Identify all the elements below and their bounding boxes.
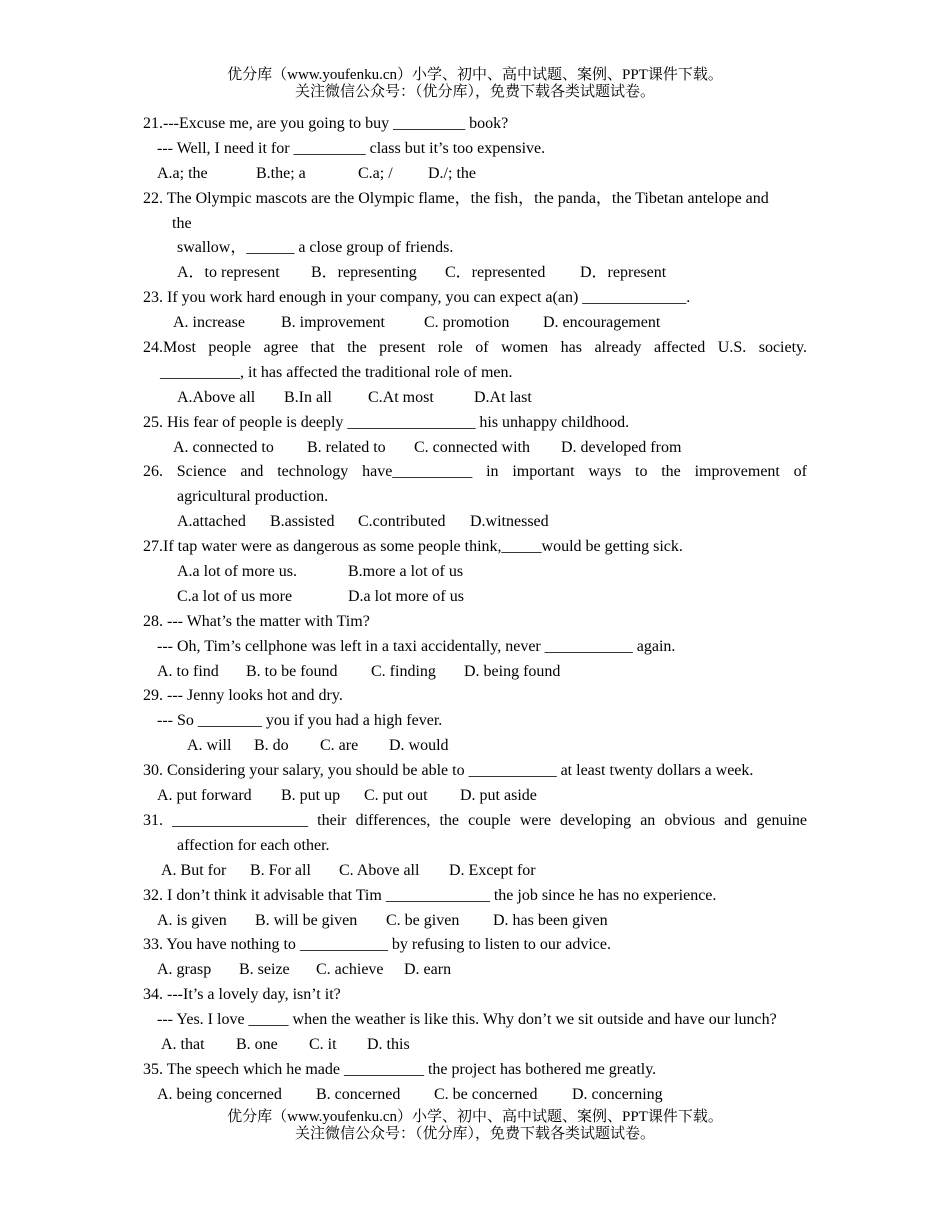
option-a[interactable]: A. increase (173, 314, 245, 332)
option-c[interactable]: C.a lot of us more (177, 587, 293, 605)
option-a[interactable]: A. that (161, 1035, 205, 1053)
option-a[interactable]: A. grasp (157, 961, 212, 979)
option-d[interactable]: D. would (389, 737, 449, 755)
option-c[interactable]: C. be concerned (434, 1085, 538, 1103)
question-35-options (143, 1083, 807, 1108)
option-b[interactable]: B. to be found (246, 662, 338, 680)
question-28-stem-2: --- Oh, Tim’s cellphone was left in a taxi accidentally, never ___________ again. (157, 637, 676, 655)
option-d[interactable]: D. being found (464, 662, 561, 680)
option-c[interactable]: C. be given (386, 911, 460, 929)
question-27-options-row-2 (143, 585, 807, 610)
question-22-stem-2: the (172, 214, 192, 232)
option-c[interactable]: C.a; / (358, 164, 393, 182)
option-d[interactable]: D.witnessed (470, 513, 549, 531)
option-c[interactable]: C．represented (445, 264, 546, 282)
option-b[interactable]: B. related to (307, 438, 386, 456)
option-a[interactable]: A.a; the (157, 164, 208, 182)
option-b[interactable]: B. will be given (255, 911, 358, 929)
question-28-stem: 28. --- What’s the matter with Tim? (143, 612, 370, 630)
question-34-options (143, 1033, 807, 1058)
option-a[interactable]: A. connected to (173, 438, 274, 456)
option-d[interactable]: D. put aside (460, 787, 537, 805)
option-b[interactable]: B．representing (311, 264, 417, 282)
option-d[interactable]: D. Except for (449, 861, 536, 879)
option-c[interactable]: C. Above all (339, 861, 420, 879)
question-26-options (143, 510, 807, 535)
option-b[interactable]: B. improvement (281, 314, 385, 332)
option-b[interactable]: B.more a lot of us (348, 563, 464, 581)
question-25-stem: 25. His fear of people is deeply ________________ his unhappy childhood. (143, 413, 630, 431)
option-c[interactable]: C. are (320, 737, 359, 755)
question-29-stem: 29. --- Jenny looks hot and dry. (143, 687, 343, 705)
question-34-stem: 34. ---It’s a lovely day, isn’t it? (143, 986, 341, 1004)
footer-line-2: 关注微信公众号：（优分库），免费下载各类试题试卷。 (294, 1126, 655, 1142)
option-c[interactable]: C. finding (371, 662, 436, 680)
option-a[interactable]: A. will (187, 737, 232, 755)
question-28-options (143, 660, 807, 685)
question-32-options (143, 909, 807, 934)
question-32-stem: 32. I don’t think it advisable that Tim _____________ the job since he has no experience. (143, 886, 717, 904)
option-b[interactable]: B. do (254, 737, 289, 755)
footer-line-1: 优分库（www.youfenku.cn）小学、初中、高中试题、案例、PPT课件下载。 (227, 1109, 723, 1125)
question-29-options (143, 734, 807, 759)
option-d[interactable]: D.At last (474, 388, 532, 406)
option-c[interactable]: C. promotion (424, 314, 510, 332)
question-22-stem-3: swallow，______ a close group of friends. (177, 239, 454, 257)
question-list (143, 112, 807, 1108)
option-d[interactable]: D. concerning (572, 1085, 663, 1103)
option-d[interactable]: D. earn (404, 961, 452, 979)
option-b[interactable]: B.the; a (256, 164, 306, 182)
question-33-options (143, 958, 807, 983)
question-23-stem: 23. If you work hard enough in your company, you can expect a(an) _____________. (143, 289, 691, 307)
header-line-1: 优分库（www.youfenku.cn）小学、初中、高中试题、案例、PPT课件下载。 (227, 67, 723, 83)
question-27-stem: 27.If tap water were as dangerous as some people think,_____would be getting sick. (143, 538, 683, 556)
option-b[interactable]: B. For all (250, 861, 311, 879)
option-d[interactable]: D. this (367, 1035, 410, 1053)
option-c[interactable]: C. connected with (414, 438, 530, 456)
option-d[interactable]: D./; the (428, 164, 476, 182)
question-23-options (143, 311, 807, 336)
option-a[interactable]: A. put forward (157, 787, 252, 805)
option-a[interactable]: A．to represent (177, 264, 280, 282)
option-a[interactable]: A.attached (177, 513, 246, 531)
option-c[interactable]: C. put out (364, 787, 428, 805)
question-26-stem: 26. Science and technology have__________ in important ways to the improvement of (143, 463, 807, 481)
option-c[interactable]: C.At most (368, 388, 434, 406)
option-a[interactable]: A.Above all (177, 388, 256, 406)
option-d[interactable]: D. encouragement (543, 314, 661, 332)
option-a[interactable]: A.a lot of more us. (177, 563, 297, 581)
option-b[interactable]: B. seize (239, 961, 290, 979)
option-d[interactable]: D．represent (580, 264, 667, 282)
option-c[interactable]: C. achieve (316, 961, 384, 979)
question-31-options (143, 859, 807, 884)
question-21-stem-2: --- Well, I need it for _________ class but it’s too expensive. (157, 139, 546, 157)
question-24-stem-2: __________, it has affected the traditional role of men. (160, 363, 513, 381)
option-b[interactable]: B. one (236, 1035, 278, 1053)
question-25-options (143, 436, 807, 461)
question-34-stem-2: --- Yes. I love _____ when the weather is like this. Why don’t we sit outside and have our lunch? (157, 1011, 777, 1029)
question-30-stem: 30. Considering your salary, you should be able to ___________ at least twenty dollars a week. (143, 762, 754, 780)
question-22-options (143, 261, 807, 286)
option-b[interactable]: B.assisted (270, 513, 335, 531)
question-26-stem-2: agricultural production. (177, 488, 329, 506)
question-29-stem-2: --- So ________ you if you had a high fever. (157, 712, 443, 730)
page-footer (0, 1109, 950, 1143)
question-35-stem: 35. The speech which he made __________ the project has bothered me greatly. (143, 1060, 657, 1078)
question-27-options-row-1 (143, 560, 807, 585)
question-33-stem: 33. You have nothing to ___________ by refusing to listen to our advice. (143, 936, 611, 954)
option-c[interactable]: C.contributed (358, 513, 446, 531)
question-24-stem: 24.Most people agree that the present role of women has already affected U.S. society. (143, 339, 807, 357)
question-21-stem: 21.---Excuse me, are you going to buy _________ book? (143, 115, 509, 132)
question-24-options (143, 386, 807, 411)
header-line-2: 关注微信公众号：（优分库），免费下载各类试题试卷。 (294, 84, 655, 100)
page-header (0, 67, 950, 101)
question-31-stem-2: affection for each other. (177, 836, 330, 854)
option-a[interactable]: A. being concerned (157, 1085, 282, 1103)
question-30-options (143, 784, 807, 809)
option-d[interactable]: D.a lot more of us (348, 587, 464, 605)
option-b[interactable]: B.In all (284, 388, 332, 406)
option-a[interactable]: A. But for (161, 861, 227, 879)
option-a[interactable]: A. to find (157, 662, 219, 680)
question-21-options (143, 162, 807, 187)
option-d[interactable]: D. has been given (493, 911, 608, 929)
option-c[interactable]: C. it (309, 1035, 337, 1053)
question-31-stem: 31. _________________ their differences, the couple were developing an obvious and genuine (143, 811, 807, 829)
option-b[interactable]: B. concerned (316, 1085, 401, 1103)
option-b[interactable]: B. put up (281, 787, 341, 805)
question-22-stem: 22. The Olympic mascots are the Olympic flame，the fish，the panda，the Tibetan antelope and (143, 189, 769, 207)
option-a[interactable]: A. is given (157, 911, 227, 929)
option-d[interactable]: D. developed from (561, 438, 682, 456)
